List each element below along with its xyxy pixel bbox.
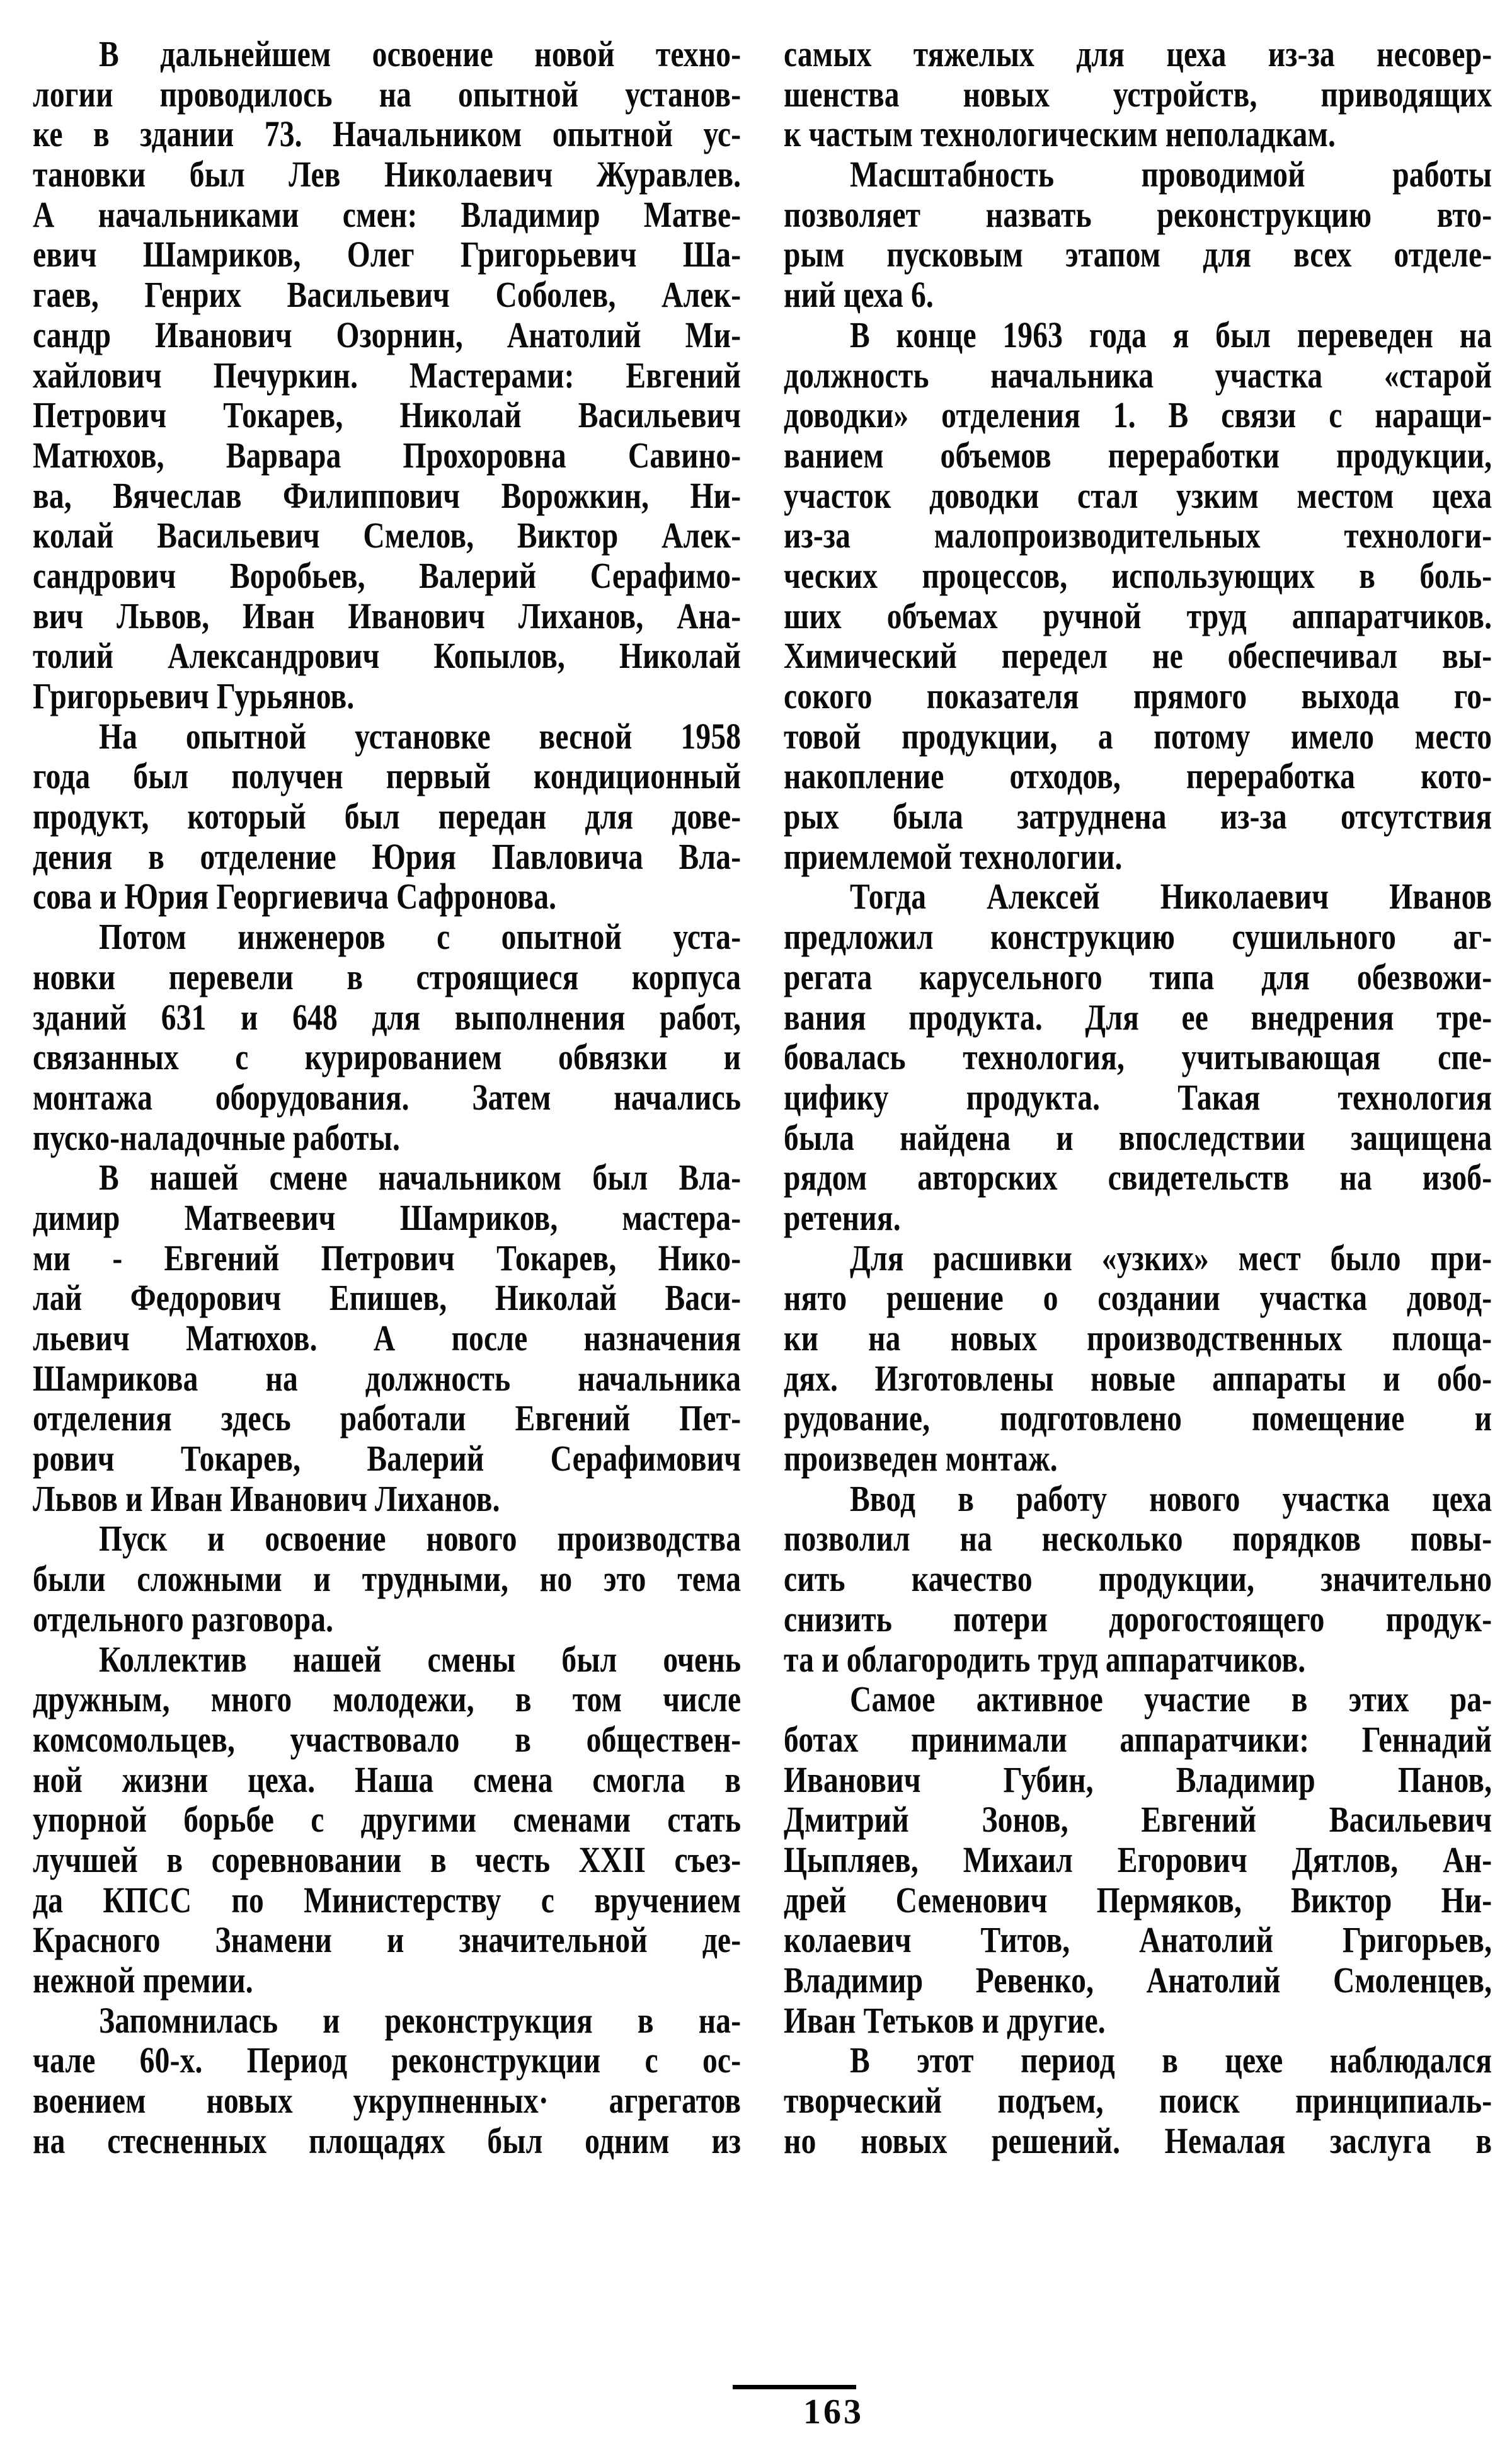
text-line: рядом авторских свидетельств на изоб- [784, 1157, 1492, 1198]
text-line: Петрович Токарев, Николай Васильевич [33, 394, 742, 436]
text-line: но новых решений. Немалая заслуга в [784, 2120, 1492, 2161]
footnote-rule [733, 2385, 856, 2389]
text-line: В этот период в цехе наблюдался [849, 2040, 1492, 2081]
text-line: были сложными и трудными, но это тема [33, 1558, 742, 1600]
text-line: Тогда Алексей Николаевич Иванов [849, 876, 1492, 917]
text-line: ки на новых производственных площа- [784, 1318, 1492, 1358]
text-line: В нашей смене начальником был Вла- [98, 1157, 742, 1198]
page-number: 163 [803, 2392, 864, 2432]
text-line: приемлемой технологии. [784, 835, 1123, 877]
text-line: вич Львов, Иван Иванович Лиханов, Ана- [33, 595, 742, 636]
text-line: бовалась технология, учитывающая спе- [784, 1036, 1492, 1078]
text-line: та и облагородить труд аппаратчиков. [784, 1638, 1306, 1680]
text-line: Львов и Иван Иванович Лиханов. [33, 1478, 500, 1519]
text-line: была найдена и впоследствии защищена [784, 1117, 1492, 1158]
text-line: Для расшивки «узких» мест было при- [849, 1237, 1492, 1278]
text-column-right [784, 34, 1512, 2161]
text-line: тановки был Лев Николаевич Журавлев. [33, 154, 742, 195]
paragraph [784, 1679, 1512, 2040]
text-line: отделения здесь работали Евгений Пет- [33, 1398, 742, 1439]
paragraph [33, 1157, 896, 1519]
text-line: сандр Иванович Озорнин, Анатолий Ми- [33, 314, 742, 355]
text-line: Владимир Ревенко, Анатолий Смоленцев, [784, 1960, 1492, 2001]
text-line: В конце 1963 года я был переведен на [849, 314, 1492, 355]
text-line: дях. Изготовлены новые аппараты и обо- [784, 1357, 1492, 1399]
text-line: позволяет назвать реконструкцию вто- [784, 193, 1492, 235]
text-line: Потом инженеров с опытной уста- [98, 916, 742, 958]
text-line: Иван Тетьков и другие. [784, 1999, 1106, 2041]
text-line: колай Васильевич Смелов, Виктор Алек- [33, 515, 742, 556]
text-line: да КПСС по Министерству с вручением [33, 1879, 742, 1921]
text-line: товой продукции, а потому имело место [784, 715, 1492, 757]
text-line: Красного Знамени и значительной де- [33, 1919, 742, 1961]
text-line: колаевич Титов, Анатолий Григорьев, [784, 1919, 1492, 1961]
text-line: зданий 631 и 648 для выполнения работ, [33, 996, 742, 1038]
text-line: дения в отделение Юрия Павловича Вла- [33, 835, 742, 877]
text-line: ной жизни цеха. Наша смена смогла в [33, 1759, 742, 1800]
paragraph [33, 1519, 896, 1639]
text-line: года был получен первый кондиционный [33, 755, 742, 797]
text-line: Шамрикова на должность начальника [33, 1357, 742, 1399]
paragraph [784, 154, 1512, 315]
text-line: Химический передел не обеспечивал вы- [784, 635, 1492, 677]
text-line: предложил конструкцию сушильного аг- [784, 916, 1492, 958]
text-line: хайлович Печуркин. Мастерами: Евгений [33, 354, 742, 396]
text-line: чале 60-х. Период реконструкции с ос- [33, 2040, 742, 2081]
text-line: сова и Юрия Георгиевича Сафронова. [33, 876, 557, 917]
text-line: дрей Семенович Пермяков, Виктор Ни- [784, 1879, 1492, 1921]
text-line: Коллектив нашей смены был очень [98, 1638, 742, 1680]
text-line: лучшей в соревновании в честь XXII съез- [33, 1839, 742, 1880]
paragraph [784, 315, 1512, 877]
paragraph [784, 1479, 1512, 1679]
text-line: накопление отходов, переработка кото- [784, 755, 1492, 797]
paragraph [33, 2001, 896, 2161]
text-line: позволил на несколько порядков повы- [784, 1518, 1492, 1559]
text-line: должность начальника участка «старой [784, 354, 1492, 396]
text-line: участок доводки стал узким местом цеха [784, 474, 1492, 516]
text-line: Самое активное участие в этих ра- [849, 1679, 1492, 1720]
paragraph [784, 2040, 1512, 2161]
text-line: монтажа оборудования. Затем начались [33, 1076, 742, 1118]
text-line: нято решение о создании участка довод- [784, 1277, 1492, 1319]
text-line: А начальниками смен: Владимир Матве- [33, 193, 742, 235]
text-line: ванием объемов переработки продукции, [784, 434, 1492, 476]
text-line: ших объемах ручной труд аппаратчиков. [784, 595, 1492, 636]
text-line: упорной борьбе с другими сменами стать [33, 1799, 742, 1840]
text-line: рович Токарев, Валерий Серафимович [33, 1438, 742, 1479]
text-line: дружным, много молодежи, в том числе [33, 1679, 742, 1720]
text-line: Григорьевич Гурьянов. [33, 675, 355, 716]
text-line: В дальнейшем освоение новой техно- [98, 33, 742, 74]
paragraph [784, 34, 1512, 154]
text-line: на стесненных площадях был одним из [33, 2120, 742, 2161]
text-line: из-за малопроизводительных технологи- [784, 515, 1492, 556]
text-line: творческий подъем, поиск принципиаль- [784, 2080, 1492, 2122]
text-line: ке в здании 73. Начальником опытной ус- [33, 113, 742, 155]
paragraph [784, 876, 1512, 1237]
text-line: ретения. [784, 1197, 901, 1238]
text-line: продукт, который был передан для дове- [33, 796, 742, 837]
text-line: толий Александрович Копылов, Николай [33, 635, 742, 677]
text-line: нежной премии. [33, 1960, 253, 2001]
text-line: ботах принимали аппаратчики: Геннадий [784, 1718, 1492, 1760]
text-line: рым пусковым этапом для всех отделе- [784, 234, 1492, 275]
text-line: рых была затруднена из-за отсутствия [784, 796, 1492, 837]
text-line: произведен монтаж. [784, 1438, 1058, 1479]
text-line: комсомольцев, участвовало в обществен- [33, 1718, 742, 1760]
text-line: регата карусельного типа для обезвожи- [784, 956, 1492, 997]
text-line: Пуск и освоение нового производства [98, 1518, 742, 1559]
text-line: снизить потери дорогостоящего продук- [784, 1598, 1492, 1639]
text-line: Иванович Губин, Владимир Панов, [784, 1759, 1492, 1800]
paragraph [33, 716, 896, 917]
text-line: евич Шамриков, Олег Григорьевич Ша- [33, 234, 742, 275]
text-line: новки перевели в строящиеся корпуса [33, 956, 742, 997]
text-line: ческих процессов, использующих в боль- [784, 554, 1492, 596]
text-line: Матюхов, Варвара Прохоровна Савино- [33, 434, 742, 476]
text-line: льевич Матюхов. А после назначения [33, 1318, 742, 1358]
text-line: Масштабность проводимой работы [849, 154, 1492, 195]
text-line: ми - Евгений Петрович Токарев, Нико- [33, 1237, 742, 1278]
text-line: сандрович Воробьев, Валерий Серафимо- [33, 554, 742, 596]
paragraph [33, 917, 896, 1157]
text-line: На опытной установке весной 1958 [98, 715, 742, 757]
paragraph [33, 1639, 896, 2001]
text-line: сить качество продукции, значительно [784, 1558, 1492, 1600]
text-line: связанных с курированием обвязки и [33, 1036, 742, 1078]
text-line: вания продукта. Для ее внедрения тре- [784, 996, 1492, 1038]
text-line: к частым технологическим неполадкам. [784, 113, 1336, 155]
text-line: отдельного разговора. [33, 1598, 334, 1639]
text-column-left [33, 34, 896, 2161]
text-line: воением новых укрупненных· агрегатов [33, 2080, 742, 2122]
text-line: Ввод в работу нового участка цеха [849, 1478, 1492, 1519]
text-line: димир Матвеевич Шамриков, мастера- [33, 1197, 742, 1238]
paragraph [33, 34, 896, 716]
text-line: лай Федорович Епишев, Николай Васи- [33, 1277, 742, 1319]
paragraph [784, 1238, 1512, 1479]
text-line: ний цеха 6. [784, 274, 934, 316]
text-line: Дмитрий Зонов, Евгений Васильевич [784, 1799, 1492, 1840]
text-line: гаев, Генрих Васильевич Соболев, Алек- [33, 274, 742, 316]
text-line: ва, Вячеслав Филиппович Ворожкин, Ни- [33, 474, 742, 516]
text-line: шенства новых устройств, приводящих [784, 73, 1492, 115]
text-line: цифику продукта. Такая технология [784, 1076, 1492, 1118]
text-line: логии проводилось на опытной установ- [33, 73, 742, 115]
text-line: сокого показателя прямого выхода го- [784, 675, 1492, 716]
text-line: Запомнилась и реконструкция в на- [98, 1999, 742, 2041]
text-line: рудование, подготовлено помещение и [784, 1398, 1492, 1439]
text-line: самых тяжелых для цеха из-за несовер- [784, 33, 1492, 74]
text-line: пуско-наладочные работы. [33, 1117, 401, 1158]
text-line: доводки» отделения 1. В связи с наращи- [784, 394, 1492, 436]
text-line: Цыпляев, Михаил Егорович Дятлов, Ан- [784, 1839, 1492, 1880]
